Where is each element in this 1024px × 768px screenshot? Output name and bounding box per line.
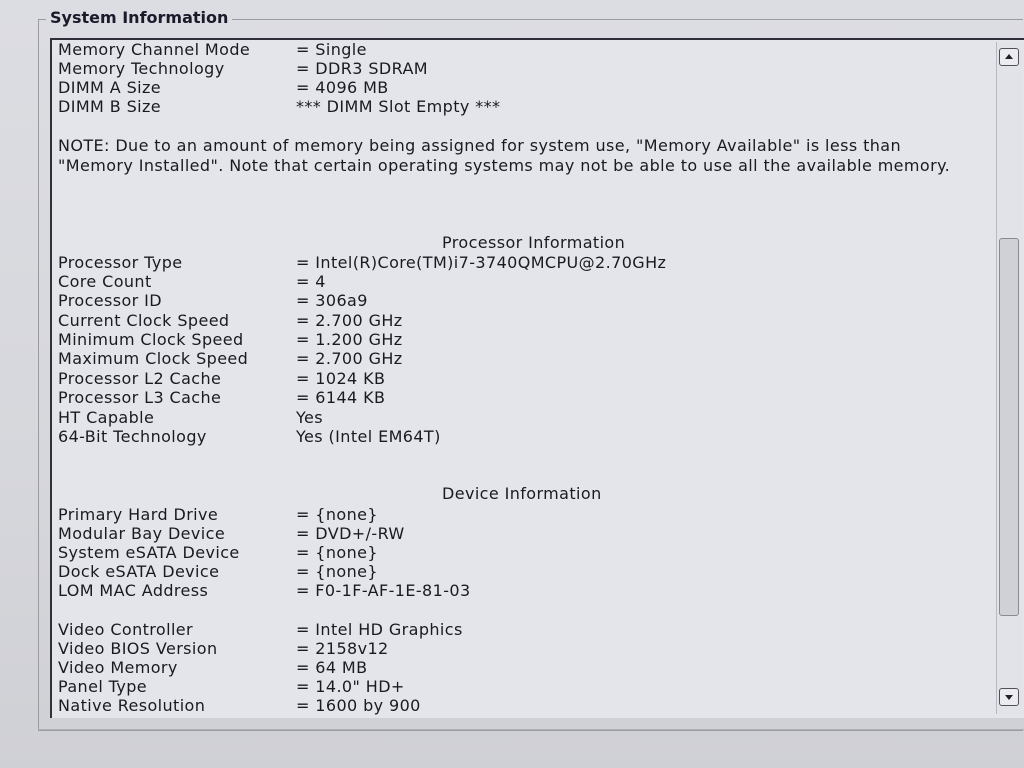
vertical-scrollbar[interactable] xyxy=(996,42,1023,714)
row-value: = 6144 KB xyxy=(296,388,386,407)
row-value: = Intel(R)Core(TM)i7-3740QMCPU@2.70GHz xyxy=(296,253,667,272)
row-label: Dock eSATA Device xyxy=(58,562,220,581)
row-value: = {none} xyxy=(296,562,378,581)
scroll-up-button[interactable] xyxy=(999,48,1019,66)
row-label: Minimum Clock Speed xyxy=(58,330,244,349)
row-value: = 14.0" HD+ xyxy=(296,677,405,696)
row-label: Current Clock Speed xyxy=(58,311,230,330)
row-value: = {none} xyxy=(296,505,378,524)
row-label: Video Memory xyxy=(58,658,178,677)
row-label: Memory Technology xyxy=(58,59,225,78)
row-value: = 1.200 GHz xyxy=(296,330,403,349)
row-label: Processor Type xyxy=(58,253,183,272)
row-value: = 306a9 xyxy=(296,291,368,310)
row-label: Processor L3 Cache xyxy=(58,388,222,407)
row-value: Yes (Intel EM64T) xyxy=(296,427,441,446)
row-value: = 2.700 GHz xyxy=(296,349,403,368)
device-section-header: Device Information xyxy=(442,484,602,503)
row-label: Panel Type xyxy=(58,677,147,696)
row-label: DIMM A Size xyxy=(58,78,162,97)
row-label: Core Count xyxy=(58,272,152,291)
row-value: = Intel HD Graphics xyxy=(296,620,463,639)
row-label: 64-Bit Technology xyxy=(58,427,207,446)
row-value: = 1024 KB xyxy=(296,369,386,388)
row-label: Primary Hard Drive xyxy=(58,505,219,524)
chevron-down-icon xyxy=(1005,695,1013,700)
row-value: = 64 MB xyxy=(296,658,368,677)
row-value: = DVD+/-RW xyxy=(296,524,405,543)
row-label: Modular Bay Device xyxy=(58,524,226,543)
scroll-thumb[interactable] xyxy=(999,238,1019,616)
row-value: = F0-1F-AF-1E-81-03 xyxy=(296,581,471,600)
row-value: *** DIMM Slot Empty *** xyxy=(296,97,501,116)
row-value: = 2.700 GHz xyxy=(296,311,403,330)
info-panel[interactable] xyxy=(50,38,1024,718)
row-label: Memory Channel Mode xyxy=(58,40,251,59)
row-label: Native Resolution xyxy=(58,696,206,715)
row-label: System eSATA Device xyxy=(58,543,240,562)
chevron-up-icon xyxy=(1005,54,1013,59)
row-value: = 2158v12 xyxy=(296,639,389,658)
row-value: = 4 xyxy=(296,272,326,291)
row-label: Maximum Clock Speed xyxy=(58,349,249,368)
scroll-down-button[interactable] xyxy=(999,688,1019,706)
row-label: Processor L2 Cache xyxy=(58,369,222,388)
row-value: = Single xyxy=(296,40,367,59)
processor-section-header: Processor Information xyxy=(442,233,626,252)
row-value: = {none} xyxy=(296,543,378,562)
row-value: Yes xyxy=(296,408,324,427)
row-value: = 4096 MB xyxy=(296,78,389,97)
row-value: = DDR3 SDRAM xyxy=(296,59,429,78)
row-label: Processor ID xyxy=(58,291,162,310)
row-label: Video BIOS Version xyxy=(58,639,218,658)
divider xyxy=(38,729,1024,730)
memory-note: NOTE: Due to an amount of memory being assigned for system use, "Memory Available" is less than "Memory Installed". Note that certain operating systems may not be able to use all the available memory. xyxy=(58,136,951,175)
row-label: DIMM B Size xyxy=(58,97,162,116)
row-value: = 1600 by 900 xyxy=(296,696,421,715)
row-label: Video Controller xyxy=(58,620,194,639)
row-label: LOM MAC Address xyxy=(58,581,209,600)
row-label: HT Capable xyxy=(58,408,155,427)
group-title: System Information xyxy=(46,8,232,27)
